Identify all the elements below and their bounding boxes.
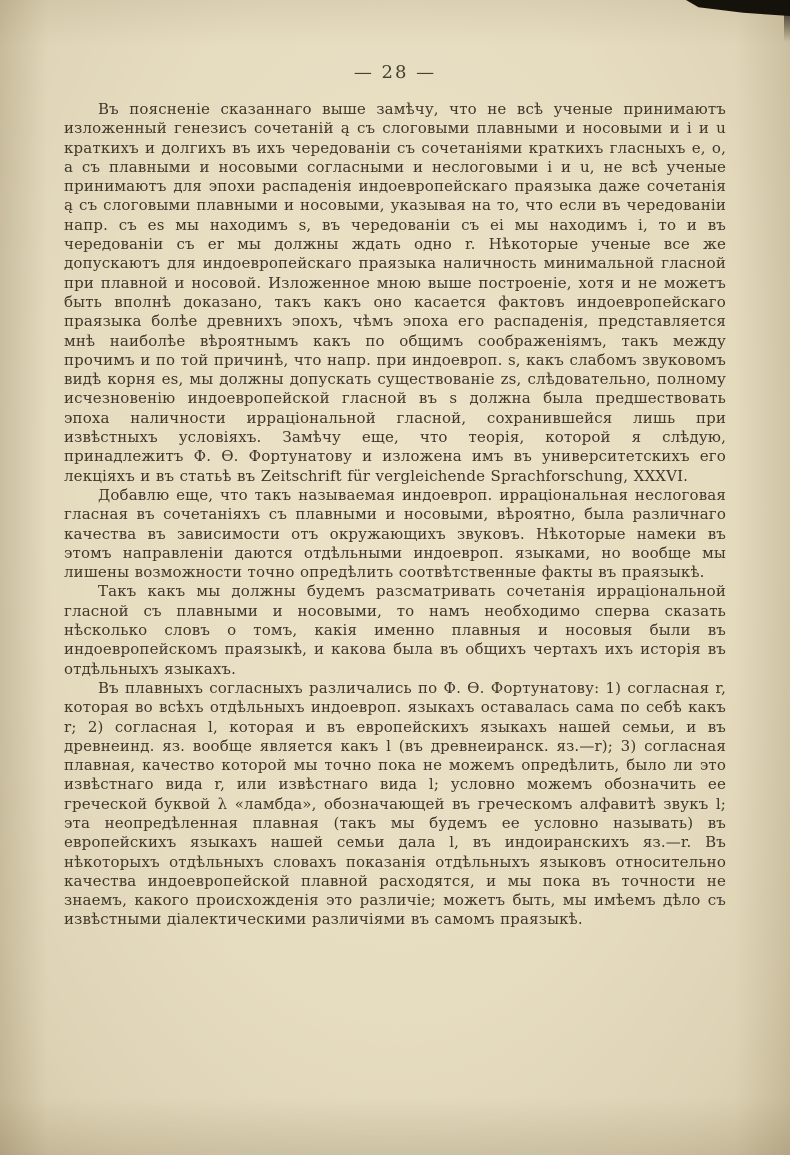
- paragraph-fortunatov-liquids-classification: Въ плавныхъ согласныхъ различались по Ф. Ѳ. Фортунатову: 1) согласная r, которая во всѣхъ отдѣльныхъ индоевроп. языкахъ оставалась сама по себѣ какъ r; 2) согласная l, которая и въ европейскихъ языкахъ нашей семьи, и въ древнеинд. яз. вообще является какъ l (въ древнеиранск. яз.—r); 3) согласная плавная, качество которой мы точно пока не можемъ опредѣлить, было ли это извѣстнаго вида r, или извѣстнаго вида l; условно можемъ обозначить ее греческой буквой λ «ламбда», обозначающей въ греческомъ алфавитѣ звукъ l; эта неопредѣленная плавная (такъ мы будемъ ее условно называть) въ европейскихъ языкахъ нашей семьи дала l, въ индоиранскихъ яз.—r. Въ нѣкоторыхъ отдѣльныхъ словахъ показанія отдѣльныхъ языковъ относительно качества индоевропейской плавной расходятся, и мы пока въ точности не знаемъ, какого происхожденія это различіе; можетъ быть, мы имѣемъ дѣло съ извѣстными діалектическими различіями въ самомъ праязыкѣ.: [64, 678, 726, 929]
- paragraph-intro-genesis: Въ поясненіе сказаннаго выше замѣчу, что не всѣ ученые принимаютъ изложенный генезисъ сочетаній ą съ слоговыми плавными и носовыми и і и u краткихъ и долгихъ въ ихъ чередованіи съ сочетаніями краткихъ гласныхъ e, o, a съ плавными и носовыми согласными и неслоговыми i и u, не всѣ ученые принимаютъ для эпохи распаденія индоевропейскаго праязыка даже сочетанія ą съ слоговыми плавными и носовыми, указывая на то, что если въ чередованіи напр. съ es мы находимъ s, въ чередованіи съ ei мы находимъ i, то и въ чередованіи съ er мы должны ждать одно r. Нѣкоторые ученые все же допускаютъ для индоевропейскаго праязыка наличность минимальной гласной при плавной и носовой. Изложенное мною выше построеніе, хотя и не можетъ быть вполнѣ доказано, такъ какъ оно касается фактовъ индоевропейскаго праязыка болѣе древнихъ эпохъ, чѣмъ эпоха его распаденія, представляется мнѣ наиболѣе вѣроятнымъ какъ по общимъ соображеніямъ, такъ между прочимъ и по той причинѣ, что напр. при индоевроп. s, какъ слабомъ звуковомъ видѣ корня es, мы должны допускать существованіе zs, слѣдовательно, полному исчезновенію индоевропейской гласной въ s должна была предшествовать эпоха наличности ирраціональной гласной, сохранившейся лишь при извѣстныхъ условіяхъ. Замѣчу еще, что теорія, которой я слѣдую, принадлежитъ Ф. Ѳ. Фортунатову и изложена имъ въ университетскихъ его лекціяхъ и въ статьѣ въ Zeitschrift für vergleichende Sprachforschung, XXXVI.: [64, 100, 726, 485]
- body-text: [64, 100, 726, 930]
- page-number: — 28 —: [353, 62, 437, 83]
- paragraph-irrational-vowel-quality: Добавлю еще, что такъ называемая индоевроп. ирраціональная неслоговая гласная въ сочетаніяхъ съ плавными и носовыми, вѣроятно, была различнаго качества въ зависимости отъ окружающихъ звуковъ. Нѣкоторые намеки въ этомъ направленіи даются отдѣльными индоевроп. языками, но вообще мы лишены возможности точно опредѣлить соотвѣтственные факты въ праязыкѣ.: [64, 485, 726, 582]
- scan-edge-artifact: [784, 0, 790, 42]
- scan-corner-artifact: [686, 0, 790, 16]
- paragraph-liquids-nasals-overview: Такъ какъ мы должны будемъ разсматривать сочетанія ирраціональной гласной съ плавными и носовыми, то намъ необходимо сперва сказать нѣсколько словъ о томъ, какія именно плавныя и носовыя были въ индоевропейскомъ праязыкѣ, и какова была въ общихъ чертахъ ихъ исторія въ отдѣльныхъ языкахъ.: [64, 582, 726, 678]
